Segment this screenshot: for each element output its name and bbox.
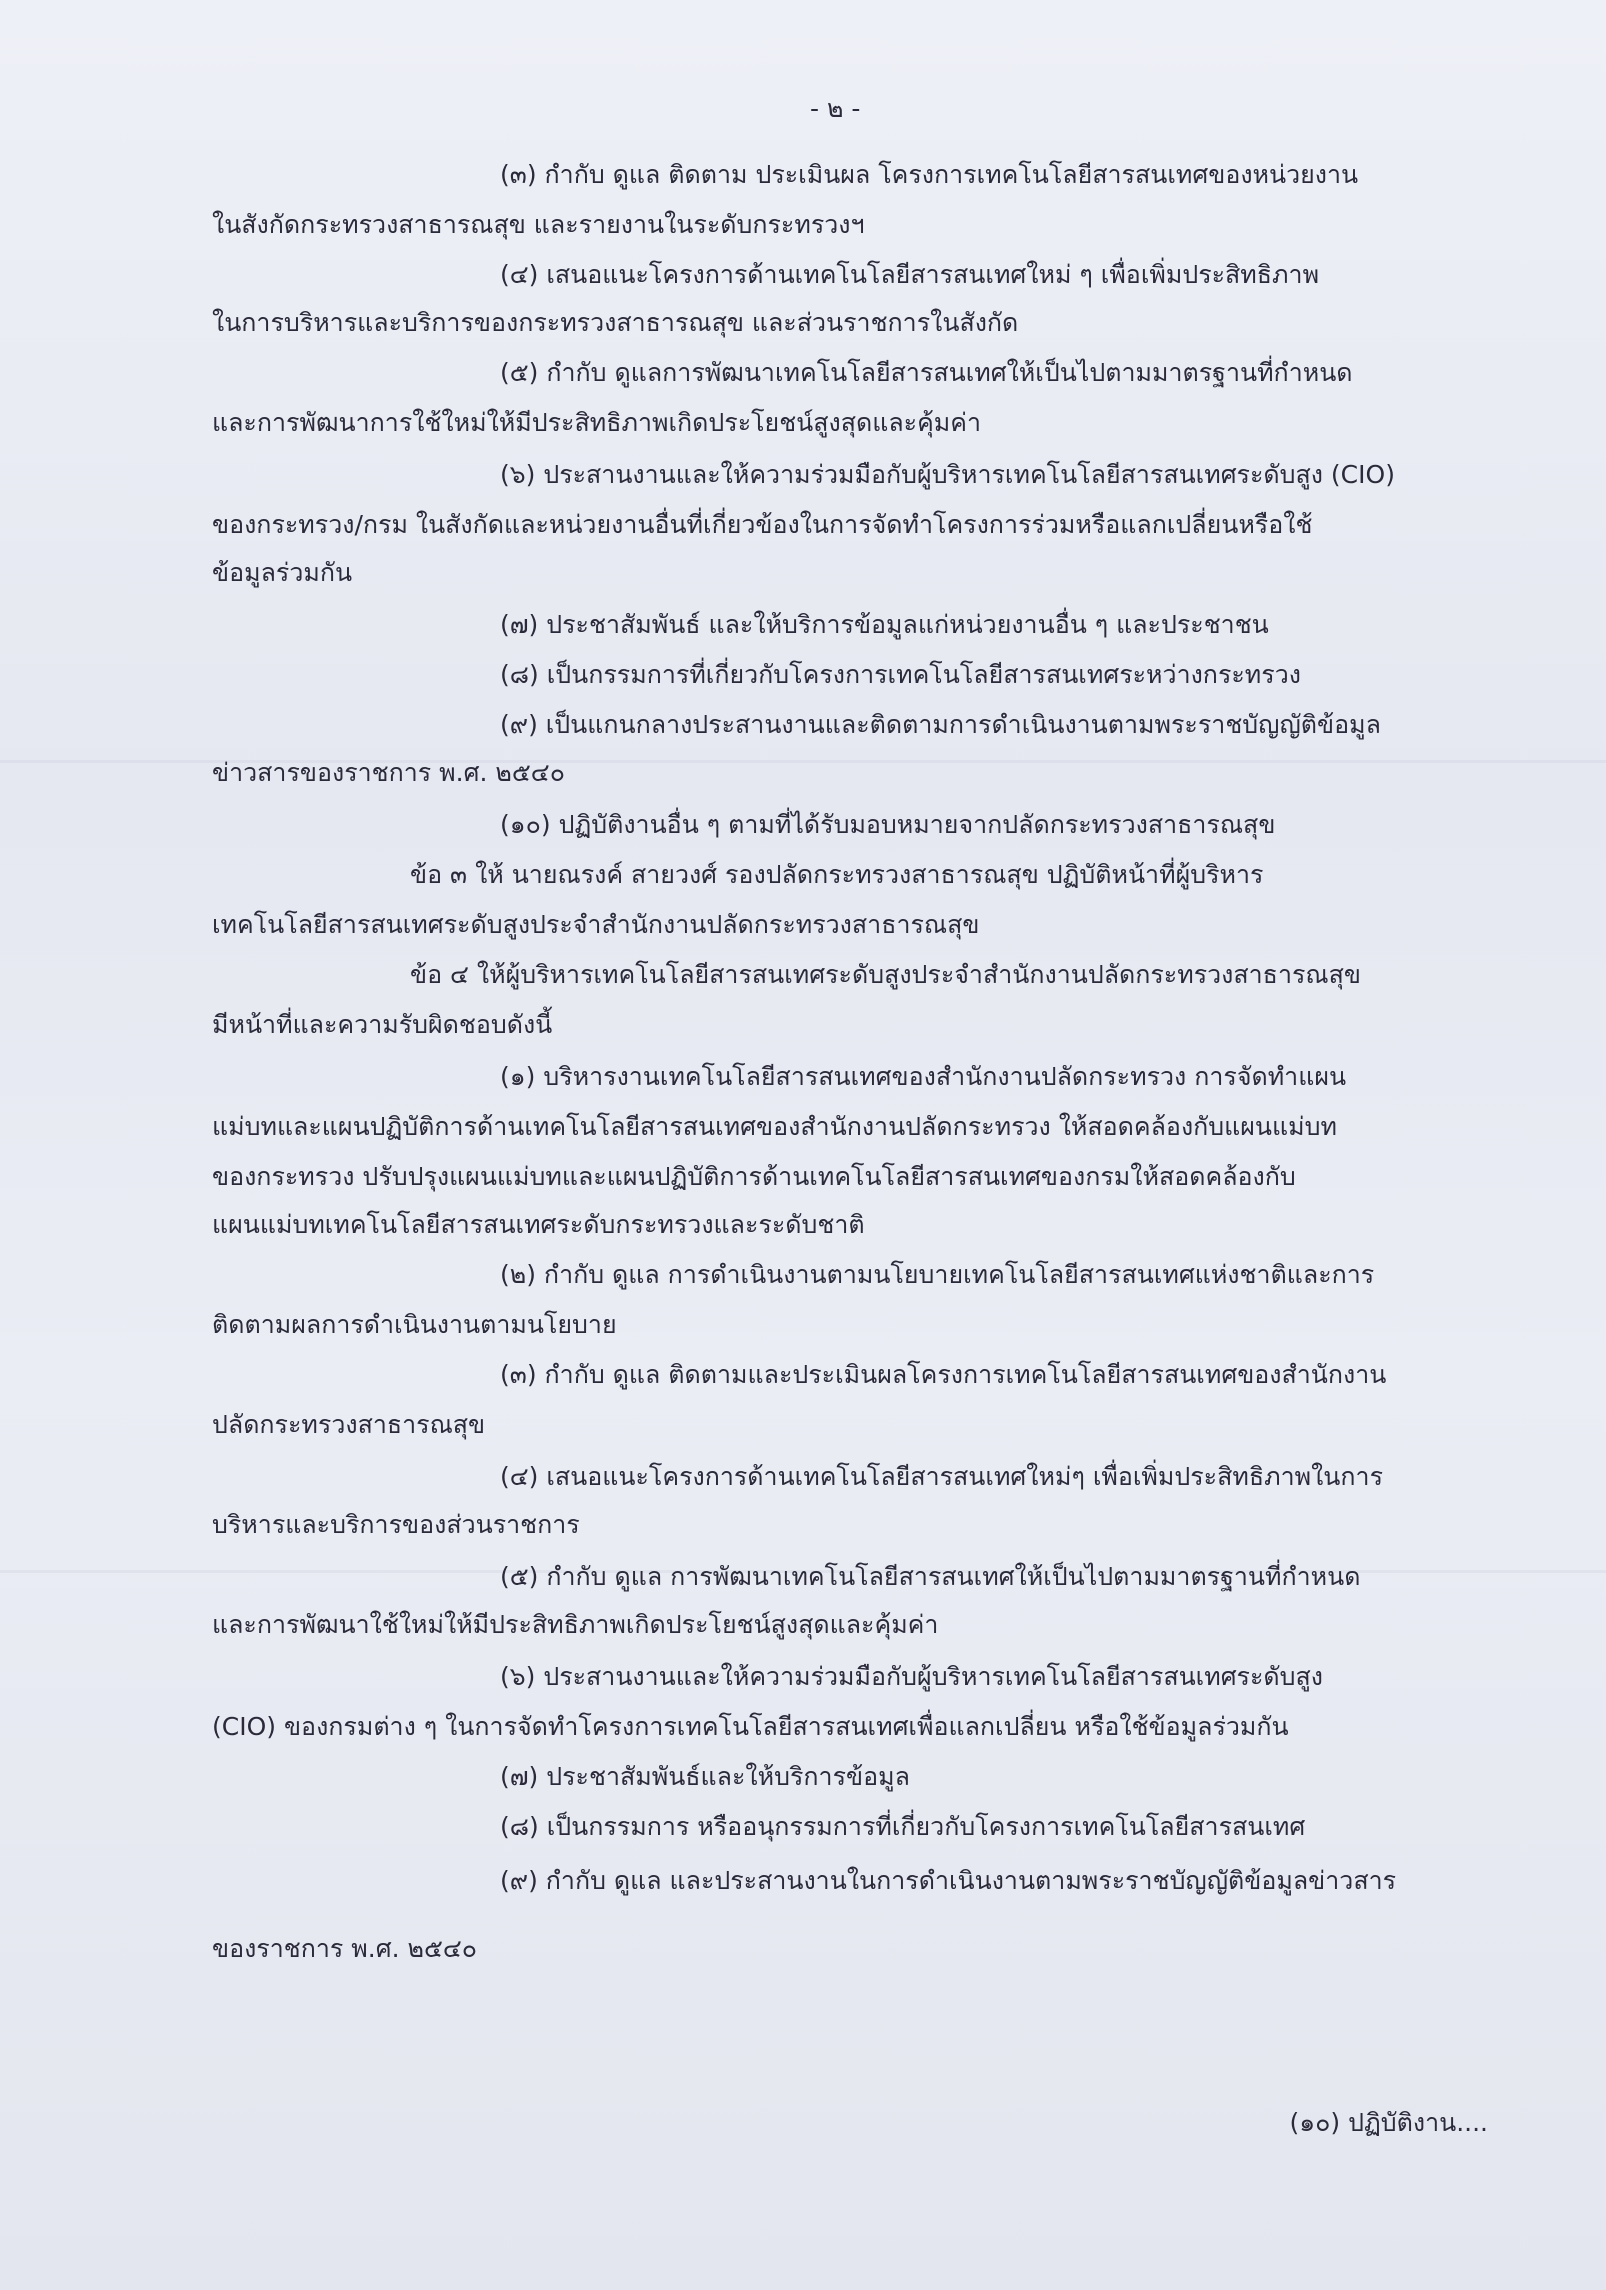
text-line: (๗) ประชาสัมพันธ์ และให้บริการข้อมูลแก่หน่วยงานอื่น ๆ และประชาชน	[500, 610, 1269, 639]
text-line: ของกระทรวง/กรม ในสังกัดและหน่วยงานอื่นที่เกี่ยวข้องในการจัดทำโครงการร่วมหรือแลกเปลี่ยนหรือใช้	[212, 510, 1313, 539]
text-line: ในสังกัดกระทรวงสาธารณสุข และรายงานในระดับกระทรวงฯ	[212, 210, 865, 239]
text-line: และการพัฒนาใช้ใหม่ให้มีประสิทธิภาพเกิดประโยชน์สูงสุดและคุ้มค่า	[212, 1610, 939, 1639]
text-line: (๑๐) ปฏิบัติงานอื่น ๆ ตามที่ได้รับมอบหมายจากปลัดกระทรวงสาธารณสุข	[500, 810, 1276, 839]
text-line: (๗) ประชาสัมพันธ์และให้บริการข้อมูล	[500, 1762, 910, 1791]
text-line: ข้อ ๔ ให้ผู้บริหารเทคโนโลยีสารสนเทศระดับสูงประจำสำนักงานปลัดกระทรวงสาธารณสุข	[410, 960, 1361, 989]
text-line: (๔) เสนอแนะโครงการด้านเทคโนโลยีสารสนเทศใหม่ ๆ เพื่อเพิ่มประสิทธิภาพ	[500, 260, 1320, 289]
text-line: (๖) ประสานงานและให้ความร่วมมือกับผู้บริหารเทคโนโลยีสารสนเทศระดับสูง (CIO)	[500, 460, 1395, 489]
text-line: ปลัดกระทรวงสาธารณสุข	[212, 1410, 486, 1439]
text-line: และการพัฒนาการใช้ใหม่ให้มีประสิทธิภาพเกิดประโยชน์สูงสุดและคุ้มค่า	[212, 408, 982, 437]
text-line: (๓) กำกับ ดูแล ติดตามและประเมินผลโครงการเทคโนโลยีสารสนเทศของสำนักงาน	[500, 1360, 1387, 1389]
text-line: เทคโนโลยีสารสนเทศระดับสูงประจำสำนักงานปลัดกระทรวงสาธารณสุข	[212, 910, 980, 939]
text-line: (๙) กำกับ ดูแล และประสานงานในการดำเนินงานตามพระราชบัญญัติข้อมูลข่าวสาร	[500, 1866, 1397, 1895]
text-line: (๒) กำกับ ดูแล การดำเนินงานตามนโยบายเทคโนโลยีสารสนเทศแห่งชาติและการ	[500, 1260, 1375, 1289]
text-line: ข้อมูลร่วมกัน	[212, 558, 353, 587]
text-line: แม่บทและแผนปฏิบัติการด้านเทคโนโลยีสารสนเทศของสำนักงานปลัดกระทรวง ให้สอดคล้องกับแผนแม่บท	[212, 1112, 1337, 1141]
text-line: (๕) กำกับ ดูแล การพัฒนาเทคโนโลยีสารสนเทศให้เป็นไปตามมาตรฐานที่กำหนด	[500, 1562, 1361, 1591]
text-line: (CIO) ของกรมต่าง ๆ ในการจัดทำโครงการเทคโนโลยีสารสนเทศเพื่อแลกเปลี่ยน หรือใช้ข้อมูลร่วมกัน	[212, 1712, 1289, 1741]
text-line: (๙) เป็นแกนกลางประสานงานและติดตามการดำเนินงานตามพระราชบัญญัติข้อมูล	[500, 710, 1381, 739]
text-line: (๘) เป็นกรรมการที่เกี่ยวกับโครงการเทคโนโลยีสารสนเทศระหว่างกระทรวง	[500, 660, 1301, 689]
text-line: ข่าวสารของราชการ พ.ศ. ๒๕๔๐	[212, 758, 565, 787]
continuation-note: (๑๐) ปฏิบัติงาน....	[1289, 2108, 1488, 2137]
text-line: (๘) เป็นกรรมการ หรืออนุกรรมการที่เกี่ยวกับโครงการเทคโนโลยีสารสนเทศ	[500, 1812, 1306, 1841]
text-line: มีหน้าที่และความรับผิดชอบดังนี้	[212, 1010, 553, 1039]
text-line: ติดตามผลการดำเนินงานตามนโยบาย	[212, 1310, 617, 1339]
text-line: (๑) บริหารงานเทคโนโลยีสารสนเทศของสำนักงานปลัดกระทรวง การจัดทำแผน	[500, 1062, 1347, 1091]
text-line: ของกระทรวง ปรับปรุงแผนแม่บทและแผนปฏิบัติการด้านเทคโนโลยีสารสนเทศของกรมให้สอดคล้องกับ	[212, 1162, 1296, 1191]
text-line: ในการบริหารและบริการของกระทรวงสาธารณสุข และส่วนราชการในสังกัด	[212, 308, 1019, 337]
text-line: (๔) เสนอแนะโครงการด้านเทคโนโลยีสารสนเทศใหม่ๆ เพื่อเพิ่มประสิทธิภาพในการ	[500, 1462, 1383, 1491]
text-line: (๖) ประสานงานและให้ความร่วมมือกับผู้บริหารเทคโนโลยีสารสนเทศระดับสูง	[500, 1662, 1323, 1691]
text-line: ของราชการ พ.ศ. ๒๕๔๐	[212, 1934, 478, 1963]
text-line: แผนแม่บทเทคโนโลยีสารสนเทศระดับกระทรวงและระดับชาติ	[212, 1210, 865, 1239]
text-line: (๓) กำกับ ดูแล ติดตาม ประเมินผล โครงการเทคโนโลยีสารสนเทศของหน่วยงาน	[500, 160, 1359, 189]
text-line: บริหารและบริการของส่วนราชการ	[212, 1510, 580, 1539]
page-number: - ๒ -	[810, 94, 861, 123]
text-line: (๕) กำกับ ดูแลการพัฒนาเทคโนโลยีสารสนเทศให้เป็นไปตามมาตรฐานที่กำหนด	[500, 358, 1353, 387]
text-line: ข้อ ๓ ให้ นายณรงค์ สายวงศ์ รองปลัดกระทรวงสาธารณสุข ปฏิบัติหน้าที่ผู้บริหาร	[410, 860, 1264, 889]
